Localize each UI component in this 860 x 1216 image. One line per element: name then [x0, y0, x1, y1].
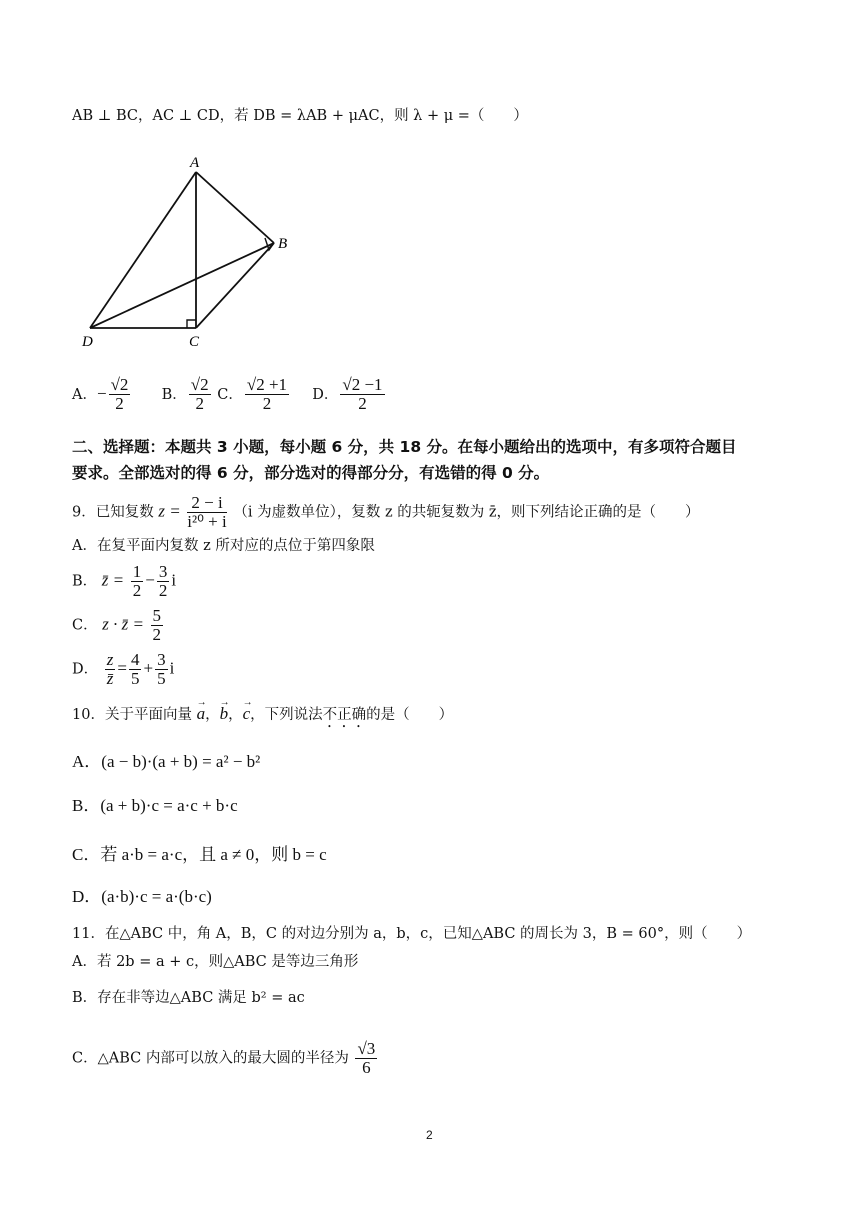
- q10-option-d: D．(a·b)·c = a·(b·c): [72, 887, 212, 906]
- label-A: A: [190, 155, 200, 171]
- q8-option-d: D． $\frac{√2 -1}{2}$: [312, 375, 383, 413]
- q10-option-c: C．若 a·b = a·c，且 a ≠ 0，则 b = c: [72, 845, 327, 864]
- q10-option-b: B．(a + b)·c = a·c + b·c: [72, 796, 238, 815]
- section2-heading-line1: 二、选择题：本题共 3 小题，每小题 6 分，共 18 分。在每小题给出的选项中，有多项符合题目: [72, 438, 737, 456]
- q9-option-b: B． z̄ = $\frac{1}{2}$ − $\frac{3}{2}$ i: [72, 562, 177, 600]
- q10-emphasis: 不正确: [322, 707, 367, 723]
- q10-option-a: A．(a − b)·(a + b) = a² − b²: [72, 752, 261, 771]
- q11-option-c: C．△ABC 内部可以放入的最大圆的半径为 $\frac{√3}{6}$: [72, 1039, 376, 1077]
- q8-figure: [76, 150, 296, 355]
- q11-stem: 11．在△ABC 中，角 A，B，C 的对边分别为 a，b，c，已知△ABC 的周长为 3，B = 60°，则（ ）: [72, 926, 752, 942]
- label-B: B: [278, 236, 288, 252]
- q9-stem: 9．已知复数 z = $\frac{2 - i}{\text{i²⁰ + i}}$ （i 为虚数单位），复数 z 的共轭复数为 z̄，则下列结论正确的是（ ）: [72, 493, 700, 531]
- q9-option-c: C． z · z̄ = $\frac{5}{2}$: [72, 606, 162, 644]
- q10-stem: 10．关于平面向量 → a，→ b，→ c，下列说法不正确的是（ ）: [72, 704, 453, 731]
- label-C: C: [189, 334, 200, 350]
- q9-option-a: A．在复平面内复数 z 所对应的点位于第四象限: [72, 538, 375, 554]
- q8-option-a: A．− $\frac{√2}{2}$: [72, 375, 129, 413]
- q8-option-b: B． $\frac{√2}{2}$: [161, 375, 209, 413]
- label-D: D: [82, 334, 93, 350]
- q8-options: [72, 376, 387, 413]
- q11-option-b: B．存在非等边△ABC 满足 b² = ac: [72, 990, 305, 1006]
- q11-option-a: A．若 2b = a + c，则△ABC 是等边三角形: [72, 954, 359, 970]
- section2-heading-line2: 要求。全部选对的得 6 分，部分选对的得部分分，有选错的得 0 分。: [72, 464, 550, 482]
- q9-option-d: D． $\frac{z}{z̄}$ = $\frac{4}{5}$ + $\frac{3}{5}$ i: [72, 650, 175, 688]
- page-number: 2: [426, 1128, 433, 1142]
- q8-option-c: C． $\frac{√2 +1}{2}$: [217, 375, 288, 413]
- q8-stem: AB ⊥ BC，AC ⊥ CD，若 DB = λAB + μAC，则 λ + μ =（ ）: [72, 108, 528, 124]
